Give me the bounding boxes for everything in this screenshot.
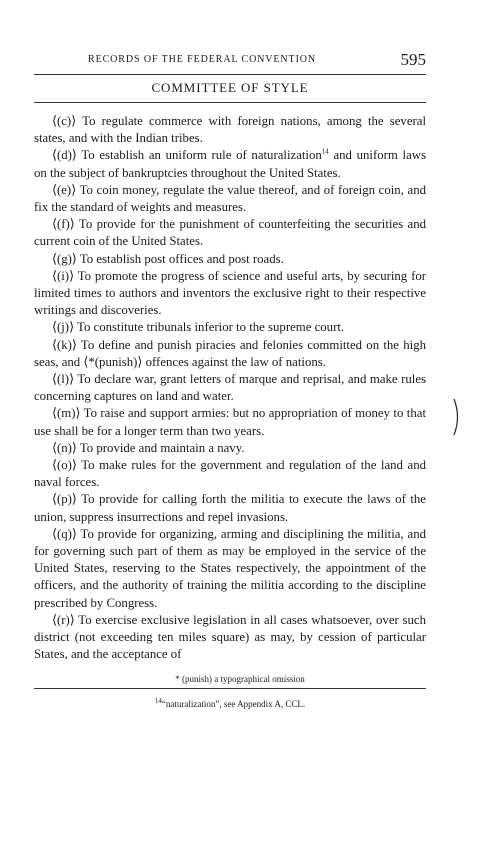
body-text [34,113,426,664]
clause-r: ⟨(r)⟩ To exercise exclusive legislation in all cases whatsoever, over such district (not exceeding ten miles square) as may, by cession of particular States, and the acceptance of [34,612,426,662]
section-rule [34,102,426,103]
section-title: COMMITTEE OF STYLE [151,80,309,95]
clause-n: ⟨(n)⟩ To provide and maintain a navy. [52,440,245,455]
clause-d-text-after: and uniform laws on the subject of bankruptcies throughout the United States. [34,148,426,180]
star-note: * (punish) a typographical omission [175,673,305,684]
clause-g: ⟨(g)⟩ To establish post offices and post roads. [52,251,284,266]
clause-p: ⟨(p)⟩ To provide for calling forth the militia to execute the laws of the union, suppress insurrections and repel invasions. [34,492,426,524]
footnote-text: “naturalization”, see Appendix A, CCL. [161,698,306,709]
footnote-rule [34,688,426,689]
page-number: 595 [400,50,426,69]
clause-l: ⟨(l)⟩ To declare war, grant letters of marque and reprisal, and make rules concerning captures on land and water. [34,372,426,404]
margin-bracket-mark [452,398,462,436]
footnote-ref: 14 [321,148,329,157]
running-head [34,52,426,74]
clause-d [34,147,426,181]
clause-o: ⟨(o)⟩ To make rules for the government and regulation of the land and naval forces. [34,458,426,490]
clause-j: ⟨(j)⟩ To constitute tribunals inferior to the supreme court. [52,320,345,335]
footnote-number: 14 [154,696,162,705]
document-page [34,52,426,709]
footnote [34,696,426,709]
clause-e: ⟨(e)⟩ To coin money, regulate the value thereof, and of foreign coin, and fix the standard of weights and measures. [34,182,426,215]
running-title: RECORDS OF THE FEDERAL CONVENTION [88,54,317,65]
clause-i: ⟨(i)⟩ To promote the progress of science and useful arts, by securing for limited times to authors and inventors the exclusive right to their respective writings and discoveries. [34,268,426,318]
clause-c: ⟨(c)⟩ To regulate commerce with foreign nations, among the several states, and with the Indian tribes. [34,114,426,146]
clause-d-text: ⟨(d)⟩ To establish an uniform rule of naturalization [52,148,322,163]
clause-f: ⟨(f)⟩ To provide for the punishment of counterfeiting the securities and current coin of the United States. [34,217,426,249]
clause-m: ⟨(m)⟩ To raise and support armies: but no appropriation of money to that use shall be for a longer term than two years. [34,406,426,438]
header-rule [34,74,426,75]
clause-q: ⟨(q)⟩ To provide for organizing, arming and disciplining the militia, and for governing such part of them as may be employed in the service of the United States, reserving to the States respectively, the appointment of the officers, and the authority of training the militia according to the discipline prescribed by Congress. [34,526,426,610]
clause-k: ⟨(k)⟩ To define and punish piracies and felonies committed on the high seas, and ⟨*(punish)⟩ offences against the law of nations. [34,337,426,369]
